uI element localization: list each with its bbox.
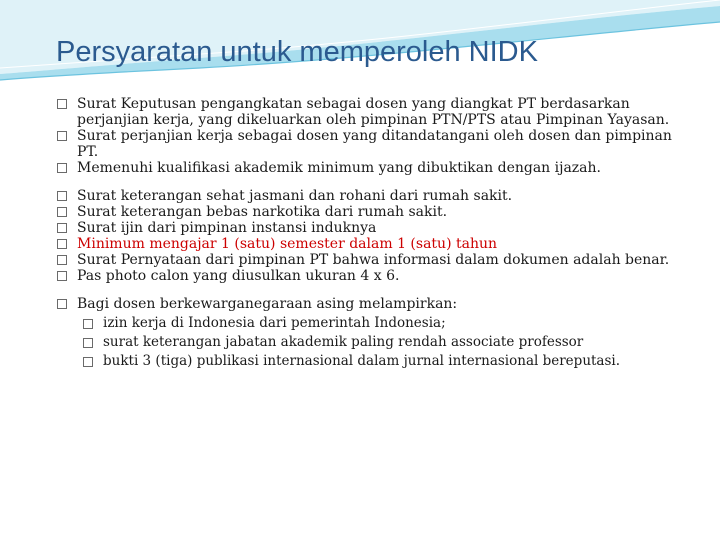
sub-requirement-item: [57, 314, 687, 333]
checkbox-bullet-icon: [57, 163, 67, 173]
checkbox-bullet-icon: [57, 223, 67, 233]
requirement-text: Memenuhi kualifikasi akademik minimum yang dibuktikan dengan ijazah.: [77, 160, 601, 176]
requirement-item: [57, 236, 687, 252]
requirement-item: [57, 268, 687, 284]
sub-requirement-item: [57, 352, 687, 371]
requirement-group: [57, 96, 687, 176]
requirement-group: [57, 188, 687, 284]
checkbox-bullet-icon: [83, 338, 93, 348]
requirement-text: Surat Pernyataan dari pimpinan PT bahwa informasi dalam dokumen adalah benar.: [77, 252, 670, 268]
requirement-text: Pas photo calon yang diusulkan ukuran 4 x 6.: [77, 268, 400, 284]
sub-requirement-item: [57, 333, 687, 352]
requirements-list: [57, 96, 687, 383]
checkbox-bullet-icon: [57, 271, 67, 281]
requirement-text: Surat keterangan sehat jasmani dan rohani dari rumah sakit.: [77, 188, 513, 204]
requirement-item: [57, 128, 687, 160]
requirement-item: [57, 252, 687, 268]
requirement-text: Surat ijin dari pimpinan instansi induknya: [77, 220, 377, 236]
checkbox-bullet-icon: [57, 299, 67, 309]
sub-requirement-text: izin kerja di Indonesia dari pemerintah Indonesia;: [103, 315, 446, 331]
requirement-text: Minimum mengajar 1 (satu) semester dalam 1 (satu) tahun: [77, 236, 497, 252]
checkbox-bullet-icon: [57, 99, 67, 109]
checkbox-bullet-icon: [83, 319, 93, 329]
checkbox-bullet-icon: [57, 131, 67, 141]
requirement-text: Surat perjanjian kerja sebagai dosen yang ditandatangani oleh dosen dan pimpinan PT.: [77, 128, 672, 160]
checkbox-bullet-icon: [57, 255, 67, 265]
sub-requirement-list: [57, 314, 687, 371]
checkbox-bullet-icon: [57, 239, 67, 249]
requirement-text: Surat keterangan bebas narkotika dari rumah sakit.: [77, 204, 448, 220]
requirement-item: [57, 160, 687, 176]
sub-requirement-text: bukti 3 (tiga) publikasi internasional dalam jurnal internasional bereputasi.: [103, 353, 621, 369]
requirement-group: [57, 296, 687, 371]
requirement-text: Bagi dosen berkewarganegaraan asing melampirkan:: [77, 296, 458, 312]
checkbox-bullet-icon: [83, 357, 93, 367]
slide-title: Persyaratan untuk memperoleh NIDK: [56, 36, 538, 68]
checkbox-bullet-icon: [57, 207, 67, 217]
checkbox-bullet-icon: [57, 191, 67, 201]
requirement-text: Surat Keputusan pengangkatan sebagai dosen yang diangkat PT berdasarkan perjanjian kerja, yang dikeluarkan oleh pimpinan PTN/PTS atau Pimpinan Yayasan.: [77, 96, 670, 128]
requirement-item: [57, 188, 687, 204]
sub-requirement-text: surat keterangan jabatan akademik paling rendah associate professor: [103, 334, 584, 350]
requirement-item: [57, 220, 687, 236]
requirement-item: [57, 296, 687, 312]
requirement-item: [57, 96, 687, 128]
requirement-item: [57, 204, 687, 220]
